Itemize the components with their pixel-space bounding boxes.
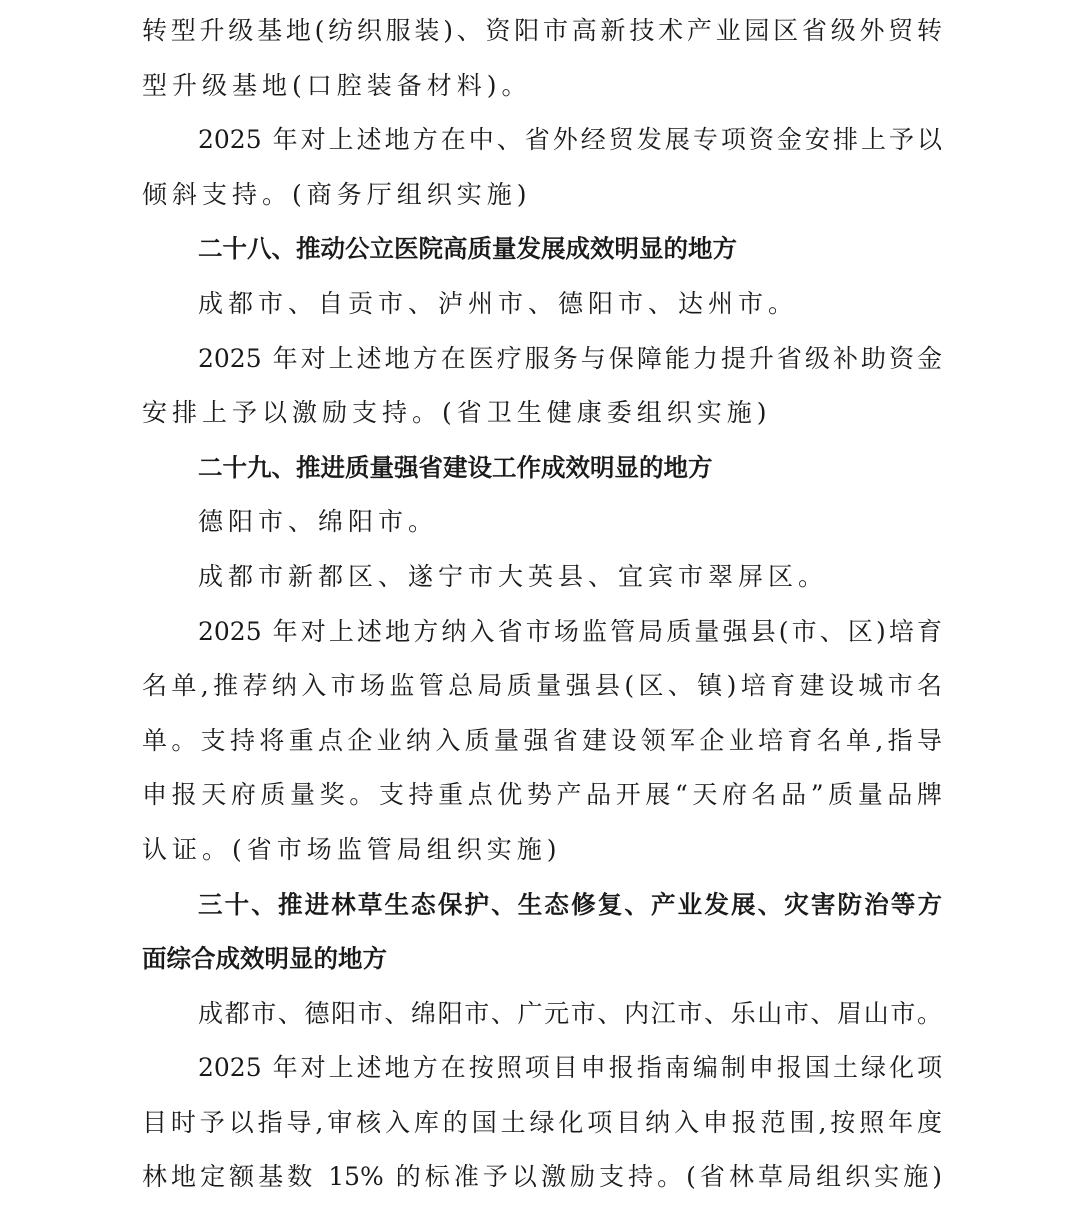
body-line: 转型升级基地(纺织服装)、资阳市高新技术产业园区省级外贸转: [142, 16, 942, 45]
body-line: 2025 年对上述地方在按照项目申报指南编制申报国土绿化项: [198, 1053, 942, 1083]
body-line: 型升级基地(口腔装备材料)。: [142, 70, 532, 100]
document-page: [142, 4, 942, 1205]
body-line: 目时予以指导,审核入库的国土绿化项目纳入申报范围,按照年度: [142, 1107, 942, 1137]
body-line: 林地定额基数 15% 的标准予以激励支持。(省林草局组织实施): [142, 1162, 942, 1192]
body-line: 单。支持将重点企业纳入质量强省建设领军企业培育名单,指导: [142, 725, 942, 755]
section-heading: 二十八、推动公立医院高质量发展成效明显的地方: [198, 234, 737, 264]
section-heading: 面综合成效明显的地方: [142, 944, 387, 974]
body-line: 成都市、德阳市、绵阳市、广元市、内江市、乐山市、眉山市。: [198, 998, 942, 1028]
body-line: 安排上予以激励支持。(省卫生健康委组织实施): [142, 398, 772, 428]
body-line: 成都市新都区、遂宁市大英县、宜宾市翠屏区。: [198, 561, 829, 591]
body-line: 成都市、自贡市、泸州市、德阳市、达州市。: [198, 288, 799, 318]
section-heading: 二十九、推进质量强省建设工作成效明显的地方: [198, 452, 713, 482]
body-line: 2025 年对上述地方纳入省市场监管局质量强县(市、区)培育: [198, 616, 942, 646]
body-line: 2025 年对上述地方在医疗服务与保障能力提升省级补助资金: [198, 343, 942, 373]
body-line: 申报天府质量奖。支持重点优势产品开展“天府名品”质量品牌: [142, 780, 942, 810]
body-line: 名单,推荐纳入市场监管总局质量强县(区、镇)培育建设城市名: [142, 671, 942, 701]
body-line: 认证。(省市场监管局组织实施): [142, 834, 562, 864]
body-line: 倾斜支持。(商务厅组织实施): [142, 179, 532, 209]
body-line: 德阳市、绵阳市。: [198, 507, 439, 537]
body-line: 2025 年对上述地方在中、省外经贸发展专项资金安排上予以: [198, 125, 942, 155]
section-heading: 三十、推进林草生态保护、生态修复、产业发展、灾害防治等方: [198, 889, 942, 919]
